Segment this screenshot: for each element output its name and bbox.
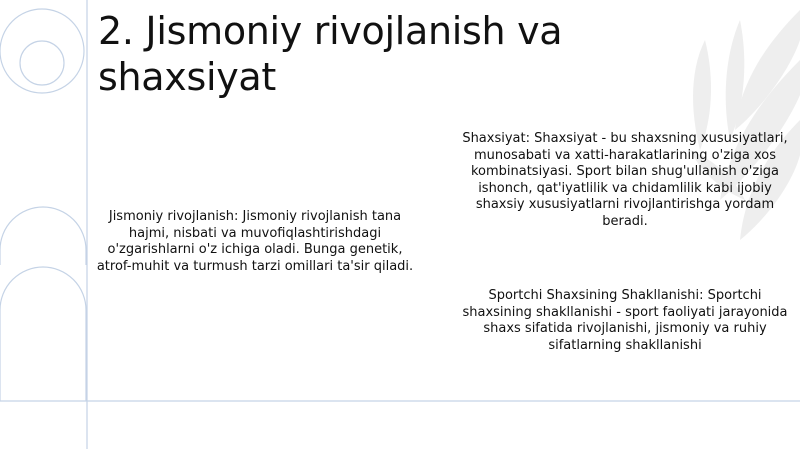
- outer-circle: [0, 9, 84, 93]
- lower-arch: [0, 267, 86, 401]
- slide-title: 2. Jismoniy rivojlanish va shaxsiyat: [98, 9, 563, 99]
- physical-development-text: Jismoniy rivojlanish: Jismoniy rivojlanish tana hajmi, nisbati va muvofiqlashtirishdagi o'zgarishlarni o'z ichiga oladi. Bunga genetik, atrof-muhit va turmush tarzi omillari ta'sir qiladi.: [96, 209, 414, 274]
- inner-circle: [20, 41, 64, 85]
- athlete-personality-text: Sportchi Shaxsining Shakllanishi: Sportchi shaxsining shakllanishi - sport faoliyati jarayonida shaxs sifatida rivojlanishi, jismoniy va ruhiy sifatlarning shakllanishi: [462, 288, 788, 353]
- upper-arch: [0, 207, 86, 265]
- personality-text: Shaxsiyat: Shaxsiyat - bu shaxsning xususiyatlari, munosabati va xatti-harakatlarining o'ziga xos kombinatsiyasi. Sport bilan shug'ullanish o'ziga ishonch, qat'iyatlilik va chidamlilik kabi ijobiy shaxsiy xususiyatlarni rivojlantirishga yordam beradi.: [462, 131, 788, 229]
